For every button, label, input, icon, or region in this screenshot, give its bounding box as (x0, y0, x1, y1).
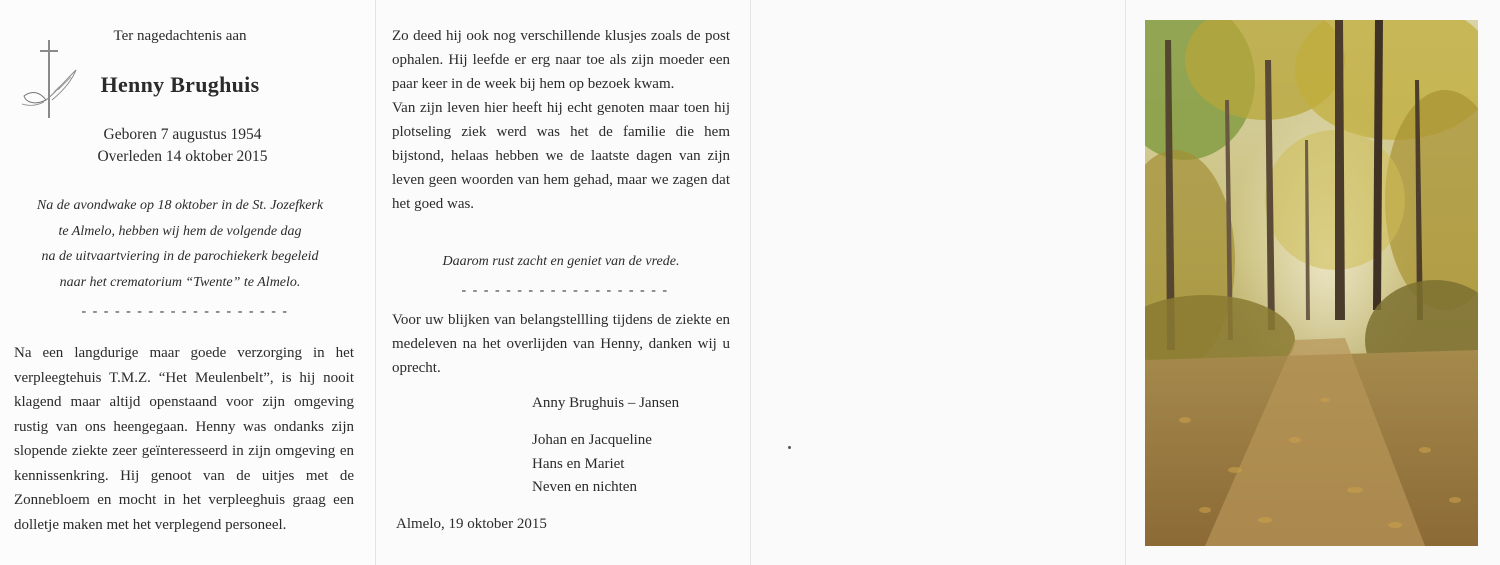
fold-line (750, 0, 751, 565)
place-date: Almelo, 19 oktober 2015 (396, 516, 547, 532)
ceremony-text (20, 193, 340, 295)
family-member: Hans en Mariet (532, 455, 625, 472)
divider: - - - - - - - - - - - - - - - - - - - (461, 283, 669, 298)
birth-date: Geboren 7 augustus 1954 (103, 126, 262, 143)
dates (60, 124, 305, 168)
body-text-right (392, 24, 730, 216)
thanks-text: Voor uw blijken van belangstellling tijdens de ziekte en medeleven na het overlijden van Henny, danken wij u oprecht. (392, 312, 730, 376)
family-member: Neven en nichten (532, 479, 637, 495)
paragraph: Zo deed hij ook nog verschillende klusjes zoals de post ophalen. Hij leefde er erg naar toe als zijn moeder een paar keer in de week bij hem op bezoek kwam. (392, 28, 730, 92)
intro-text: Ter nagedachtenis aan (113, 28, 247, 44)
farewell-line: Daarom rust zacht en geniet van de vrede. (442, 254, 680, 269)
ceremony-line: naar het crematorium “Twente” te Almelo. (59, 274, 301, 290)
speck (788, 446, 791, 449)
fold-line (1125, 0, 1126, 565)
family-member: Johan en Jacqueline (532, 432, 652, 448)
death-date: Overleden 14 oktober 2015 (97, 148, 268, 165)
ceremony-line: na de uitvaartviering in de parochiekerk begeleid (41, 249, 319, 264)
deceased-name: Henny Brughuis (100, 72, 260, 97)
body-text-left: Na een langdurige maar goede verzorging in het verpleegtehuis T.M.Z. “Het Meulenbelt”, is hij nooit klagend maar altijd openstaand voor zijn omgeving rustig van ons heengegaan. Henny was ondanks zijn slopende ziekte zeer geïnteresseerd in zijn omgeving en kennissenkring. Hij genoot van de uitjes met de Zonnebloem en mocht in het verpleeghuis graag een dolletje maken met het verplegend personeel. (14, 345, 354, 533)
ceremony-line: Na de avondwake op 18 oktober in de St. Jozefkerk (36, 198, 324, 213)
paragraph: Van zijn leven hier heeft hij echt genoten maar toen hij plotseling ziek werd was het de familie die hem bijstond, helaas hebben we de laatste dagen van zijn leven geen woorden van hem gehad, maar we zagen dat het goed was. (392, 100, 730, 212)
autumn-forest-photo (1145, 20, 1478, 546)
fold-line (375, 0, 376, 565)
blank-panel (750, 0, 1125, 565)
signer: Anny Brughuis – Jansen (532, 395, 680, 411)
ceremony-line: te Almelo, hebben wij hem de volgende dag (58, 223, 302, 239)
divider: - - - - - - - - - - - - - - - - - - - (81, 304, 289, 319)
family-list (532, 429, 732, 500)
